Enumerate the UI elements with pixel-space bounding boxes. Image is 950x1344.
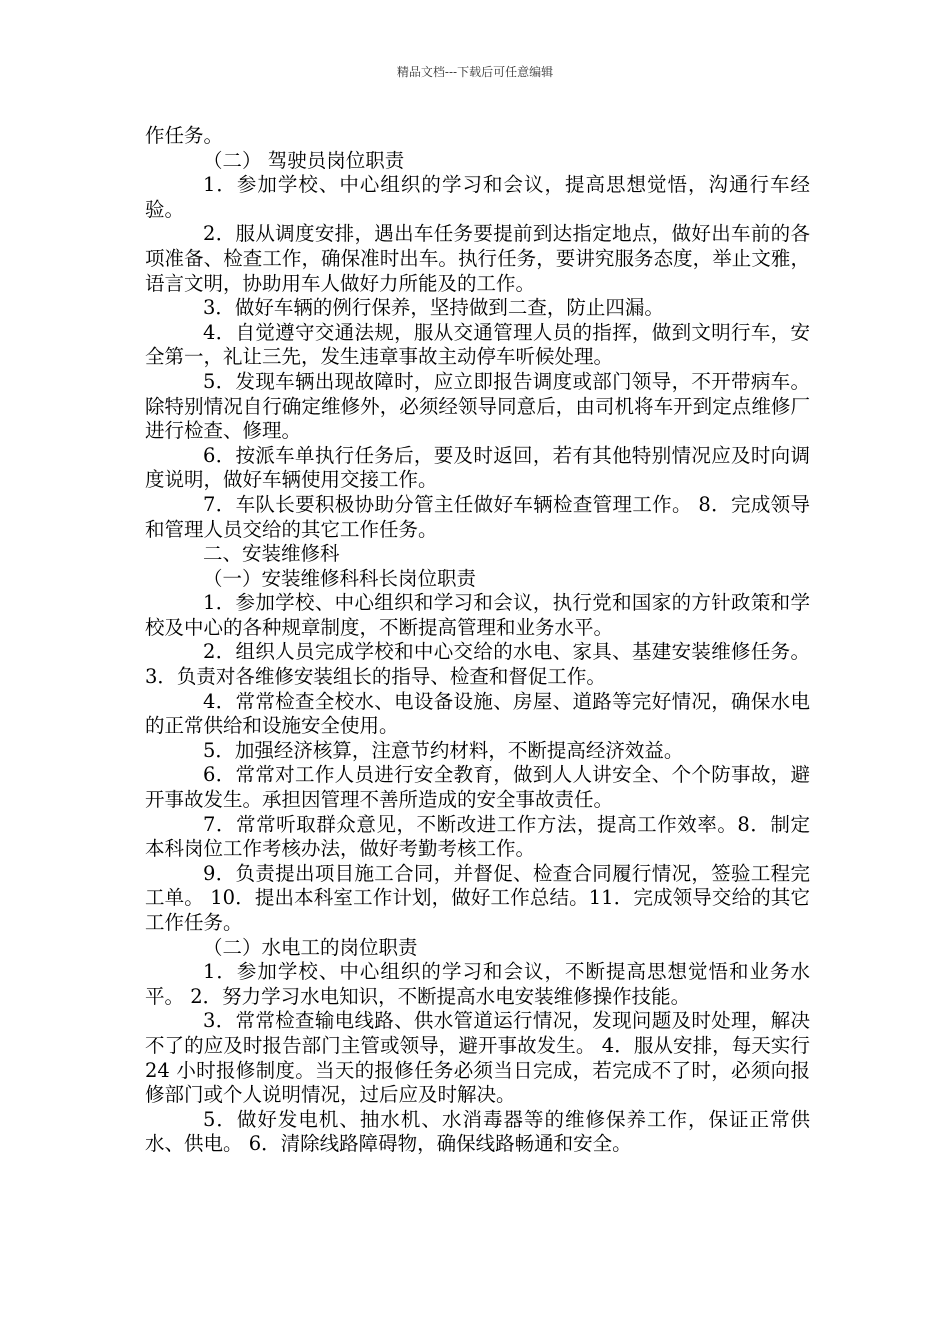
section-heading-driver: （二） 驾驶员岗位职责 bbox=[203, 148, 405, 172]
paragraph: 2．组织人员完成学校和中心交给的水电、家具、基建安装维修任务。 3．负责对各维修安装组长的指导、检查和督促工作。 bbox=[145, 640, 810, 689]
paragraph: 7．车队长要积极协助分管主任做好车辆检查管理工作。 8．完成领导和管理人员交给的其它工作任务。 bbox=[145, 492, 810, 541]
paragraph: 6．按派车单执行任务后，要及时返回，若有其他特别情况应及时向调度说明，做好车辆使用交接工作。 bbox=[145, 443, 810, 492]
paragraph: 作任务。 bbox=[145, 124, 224, 147]
paragraph: 1．参加学校、中心组织和学习和会议，执行党和国家的方针政策和学校及中心的各种规章制度，不断提高管理和业务水平。 bbox=[145, 591, 810, 639]
paragraph: 3．做好车辆的例行保养，坚持做到二查，防止四漏。 bbox=[203, 296, 664, 320]
paragraph: 5．发现车辆出现故障时，应立即报告调度或部门领导，不开带病车。除特别情况自行确定维修外，必须经领导同意后，由司机将车开到定点维修厂进行检查、修理。 bbox=[145, 369, 810, 443]
paragraph: 2．服从调度安排，遇出车任务要提前到达指定地点，做好出车前的各项准备、检查工作，确保准时出车。执行任务，要讲究服务态度，举止文雅，语言文明，协助用车人做好力所能及的工作。 bbox=[145, 222, 810, 295]
section-heading-electrician: （二）水电工的岗位职责 bbox=[203, 935, 418, 959]
paragraph: 5．加强经济核算，注意节约材料，不断提高经济效益。 bbox=[203, 738, 684, 762]
paragraph: 4．自觉遵守交通法规，服从交通管理人员的指挥，做到文明行车，安全第一，礼让三先，发生违章事故主动停车听候处理。 bbox=[145, 320, 810, 369]
paragraph: 1．参加学校、中心组织的学习和会议，不断提高思想觉悟和业务水平。 2．努力学习水电知识，不断提高水电安装维修操作技能。 bbox=[145, 960, 810, 1008]
section-heading-section-chief: （一）安装维修科科长岗位职责 bbox=[203, 566, 477, 590]
paragraph: 5．做好发电机、抽水机、水消毒器等的维修保养工作，保证正常供水、供电。 6．清除线路障碍物，确保线路畅通和安全。 bbox=[145, 1107, 810, 1156]
paragraph: 6．常常对工作人员进行安全教育，做到人人讲安全、个个防事故，避开事故发生。承担因管理不善所造成的安全事故责任。 bbox=[145, 763, 810, 812]
paragraph: 1．参加学校、中心组织的学习和会议，提高思想觉悟，沟通行车经验。 bbox=[145, 173, 810, 221]
paragraph: 4．常常检查全校水、电设备设施、房屋、道路等完好情况，确保水电的正常供给和设施安全使用。 bbox=[145, 689, 810, 738]
paragraph: 9．负责提出项目施工合同，并督促、检查合同履行情况，签验工程完工单。 10．提出本科室工作计划，做好工作总结。11．完成领导交给的其它工作任务。 bbox=[145, 861, 810, 934]
page-header: 精品文档---下载后可任意编辑 bbox=[396, 65, 554, 79]
section-heading-install-repair: 二、安装维修科 bbox=[203, 542, 340, 566]
document-body bbox=[145, 124, 810, 1157]
paragraph: 3．常常检查输电线路、供水管道运行情况，发现问题及时处理，解决不了的应及时报告部门主管或领导，避开事故发生。 4．服从安排，每天实行 24 小时报修制度。当天的报修任务必须当日完成，若完成不了时，必须向报修部门或个人说明情况，过后应及时解决。 bbox=[145, 1009, 810, 1107]
paragraph: 7．常常听取群众意见，不断改进工作方法，提高工作效率。8．制定本科岗位工作考核办法，做好考勤考核工作。 bbox=[145, 812, 810, 861]
